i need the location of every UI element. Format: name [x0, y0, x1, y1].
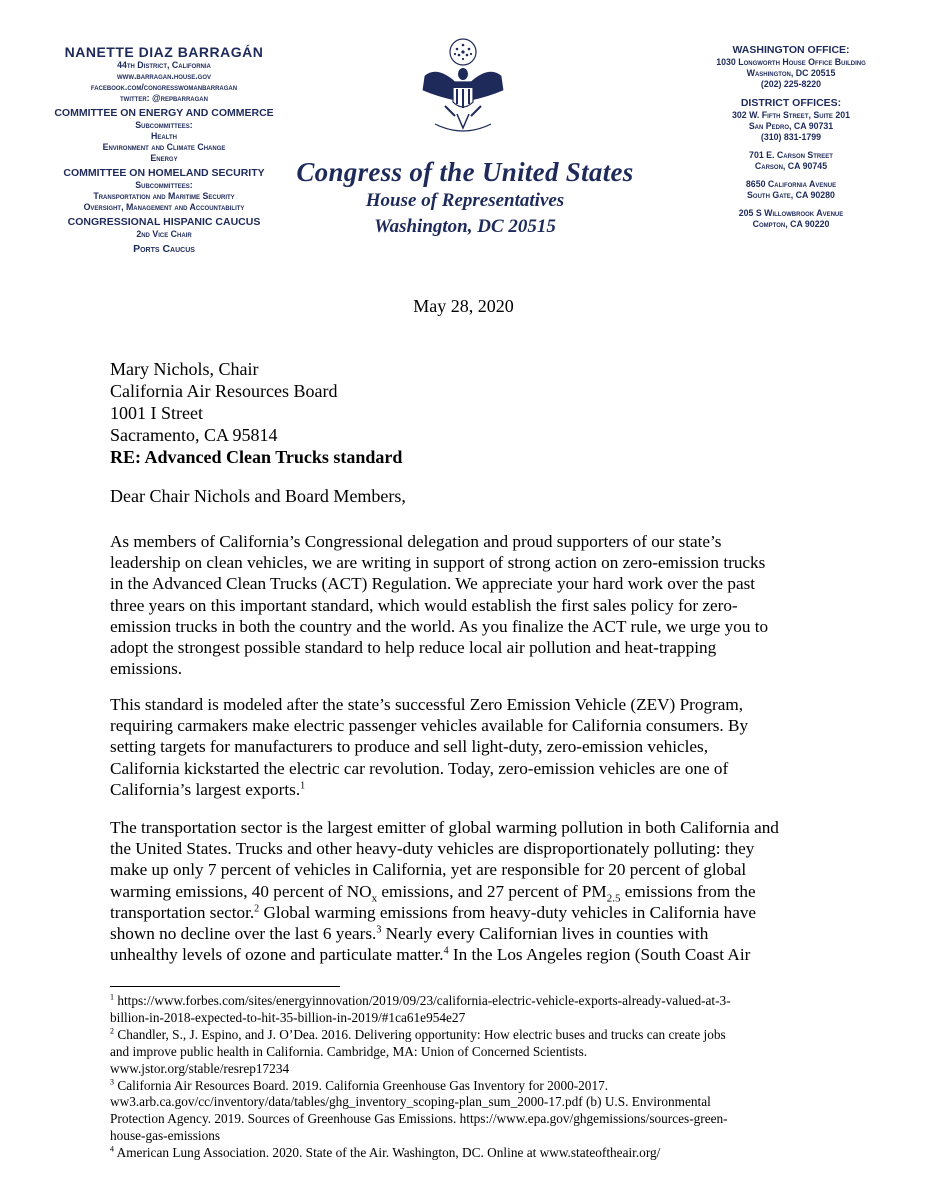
footnote-ref-1[interactable]: 1: [300, 780, 306, 792]
paragraph-2: [110, 694, 830, 800]
p2-line: California kickstarted the electric car revolution. Today, zero-emission vehicles are one of: [110, 758, 729, 778]
p3-text: In the Los Angeles region (South Coast Air: [448, 945, 751, 965]
salutation: Dear Chair Nichols and Board Members,: [110, 486, 406, 506]
office1-phone: (310) 831-1799: [760, 132, 822, 142]
footnote-ref-3[interactable]: 3: [376, 924, 382, 936]
subcommittee-environment: Environment and Climate Change: [102, 142, 226, 152]
dc-office-phone: (202) 225-8220: [760, 79, 822, 89]
committee-energy: COMMITTEE ON ENERGY AND COMMERCE: [54, 107, 274, 119]
p3-line: [110, 923, 830, 944]
member-district: 44th District, California: [117, 60, 211, 70]
p3-text: Global warming emissions from heavy-duty vehicles in California have: [259, 902, 757, 922]
committee-homeland: COMMITTEE ON HOMELAND SECURITY: [63, 167, 265, 179]
office2-line1: 701 E. Carson Street: [749, 150, 833, 160]
footnote-num: 4: [110, 1144, 114, 1154]
congress-title-block: [270, 156, 660, 240]
footnote-3-cont[interactable]: house-gas-emissions: [110, 1128, 221, 1144]
subcommittee-transportation: Transportation and Maritime Security: [93, 191, 235, 201]
subcommittee-energy: Energy: [150, 153, 178, 163]
footnotes: [110, 993, 830, 1162]
recipient-line1: Mary Nichols, Chair: [110, 359, 259, 379]
paragraph-1: [110, 531, 830, 679]
footnote-text[interactable]: American Lung Association. 2020. State of the Air. Washington, DC. Online at www.stateoftheair.org/: [114, 1145, 661, 1161]
office3-line2: South Gate, CA 90280: [747, 190, 835, 200]
office3-line1: 8650 California Avenue: [745, 179, 837, 189]
caucus-role: 2nd Vice Chair: [136, 229, 192, 239]
dc-office-heading: WASHINGTON OFFICE:: [732, 44, 850, 56]
member-facebook: facebook.com/congresswomanbarragan: [90, 82, 238, 92]
subcommittee-health: Health: [151, 131, 177, 141]
p1-line: adopt the strongest possible standard to help reduce local air pollution and heat-trapping: [110, 638, 717, 658]
member-twitter: twitter: @repbarragan: [120, 93, 208, 103]
footnote-1: [110, 993, 830, 1010]
caucus-hispanic: CONGRESSIONAL HISPANIC CAUCUS: [67, 216, 261, 228]
footnote-1-cont[interactable]: billion-in-2018-expected-to-hit-35-billion-in-2019/#1ca61e954e27: [110, 1009, 466, 1025]
nox-subscript: x: [371, 892, 378, 905]
footnote-4: [110, 1145, 830, 1162]
p1-line: leadership on clean vehicles, we are writing in support of strong action on zero-emission trucks: [110, 553, 766, 573]
house-title: House of Representatives: [365, 190, 565, 211]
footnote-num: 2: [110, 1026, 114, 1036]
p1-line: in the Advanced Clean Trucks (ACT) Regulation. We appreciate your hard work over the past: [110, 574, 756, 594]
footnote-text: Chandler, S., J. Espino, and J. O’Dea. 2016. Delivering opportunity: How electric buses and trucks can create jobs: [114, 1026, 726, 1042]
subcommittee-oversight: Oversight, Management and Accountability: [83, 202, 245, 212]
member-name: NANETTE DIAZ BARRAGÁN: [64, 44, 264, 60]
dc-office-line1: 1030 Longworth House Office Building: [716, 57, 866, 67]
footnote-3-link[interactable]: ww3.arb.ca.gov/cc/inventory/data/tables/ghg_inventory_scoping-plan_sum_2000-17.pdf (b) U.S. Environmental: [110, 1094, 711, 1110]
p2-line: setting targets for manufacturers to produce and sell light-duty, zero-emission vehicles,: [110, 737, 709, 757]
p1-line: three years on this important standard, which would establish the first sales policy for zero-: [110, 595, 738, 615]
p2-line: This standard is modeled after the state’s successful Zero Emission Vehicle (ZEV) Program,: [110, 695, 744, 714]
office4-line2: Compton, CA 90220: [752, 219, 830, 229]
p2-text: California’s largest exports.: [110, 779, 301, 799]
letter-date: May 28, 2020: [413, 296, 514, 316]
p3-line: the United States. Trucks and other heavy-duty vehicles are disproportionately polluting: they: [110, 839, 755, 859]
footnote-text: California Air Resources Board. 2019. California Greenhouse Gas Inventory for 2000-2017.: [114, 1077, 609, 1093]
office4-line1: 205 S Willowbrook Avenue: [738, 208, 844, 218]
footnote-ref-2[interactable]: 2: [254, 903, 260, 915]
p1-line: emissions.: [110, 659, 183, 679]
washington-title: Washington, DC 20515: [374, 216, 556, 237]
subcommittees-label-2: Subcommittees:: [135, 180, 193, 190]
p1-line: emission trucks in both the country and the world. As you finalize the ACT rule, we urge you to: [110, 616, 769, 636]
member-website: www.barragan.house.gov: [117, 71, 211, 81]
p3-text: unhealthy levels of ozone and particulate matter.: [110, 945, 444, 965]
p3-text: transportation sector.: [110, 902, 255, 922]
recipient-line4: Sacramento, CA 95814: [110, 425, 278, 445]
recipient-line3: 1001 I Street: [110, 403, 203, 423]
footnote-2-cont: and improve public health in California. Cambridge, MA: Union of Concerned Scientists.: [110, 1043, 588, 1059]
office1-line2: San Pedro, CA 90731: [748, 121, 834, 131]
footnote-2: [110, 1027, 830, 1044]
subcommittees-label: Subcommittees:: [135, 120, 193, 130]
letterhead-right: [676, 44, 906, 230]
recipient-address: [110, 358, 402, 468]
congress-title: Congress of the United States: [296, 157, 634, 187]
eagle-seal-icon: [415, 36, 511, 148]
p3-line: The transportation sector is the largest emitter of global warming pollution in both California and: [110, 818, 779, 837]
footnote-2-link[interactable]: www.jstor.org/stable/resrep17234: [110, 1060, 290, 1076]
dc-office-line2: Washington, DC 20515: [746, 68, 836, 78]
p3-text: Nearly every Californian lives in counties with: [381, 924, 709, 944]
p3-text: warming emissions, 40 percent of NO: [110, 881, 372, 901]
p1-line: As members of California’s Congressional delegation and proud supporters of our state’s: [110, 532, 722, 551]
footnote-3: [110, 1078, 830, 1095]
footnote-3-cont[interactable]: Protection Agency. 2019. Sources of Greenhouse Gas Emissions. https://www.epa.gov/ghgemissions/sources-green-: [110, 1111, 728, 1127]
footnote-num: 1: [110, 992, 114, 1002]
pm-subscript: 2.5: [606, 892, 621, 905]
p2-line: [110, 779, 830, 800]
p3-line: [110, 902, 830, 923]
office2-line2: Carson, CA 90745: [754, 161, 828, 171]
footnote-divider: [110, 986, 340, 987]
p3-line: [110, 944, 830, 965]
caucus-ports: Ports Caucus: [133, 243, 195, 255]
letterhead-left: [16, 44, 312, 256]
district-offices-heading: DISTRICT OFFICES:: [740, 97, 842, 109]
recipient-line2: California Air Resources Board: [110, 381, 338, 401]
office1-line1: 302 W. Fifth Street, Suite 201: [731, 110, 851, 120]
p3-line: [110, 881, 830, 905]
p3-line: make up only 7 percent of vehicles in California, yet are responsible for 20 percent of global: [110, 860, 747, 880]
subject-line: RE: Advanced Clean Trucks standard: [110, 447, 403, 467]
p3-text: emissions from the: [620, 881, 756, 901]
p3-text: emissions, and 27 percent of PM: [377, 881, 607, 901]
p2-line: requiring carmakers make electric passenger vehicles available for California consumers. By: [110, 716, 749, 736]
footnote-num: 3: [110, 1077, 114, 1087]
footnote-text[interactable]: https://www.forbes.com/sites/energyinnovation/2019/09/23/california-electric-vehicle-exports-already-valued-at-3-: [114, 993, 731, 1008]
paragraph-3: [110, 817, 830, 965]
footnote-ref-4[interactable]: 4: [443, 945, 449, 957]
p3-text: shown no decline over the last 6 years.: [110, 924, 377, 944]
